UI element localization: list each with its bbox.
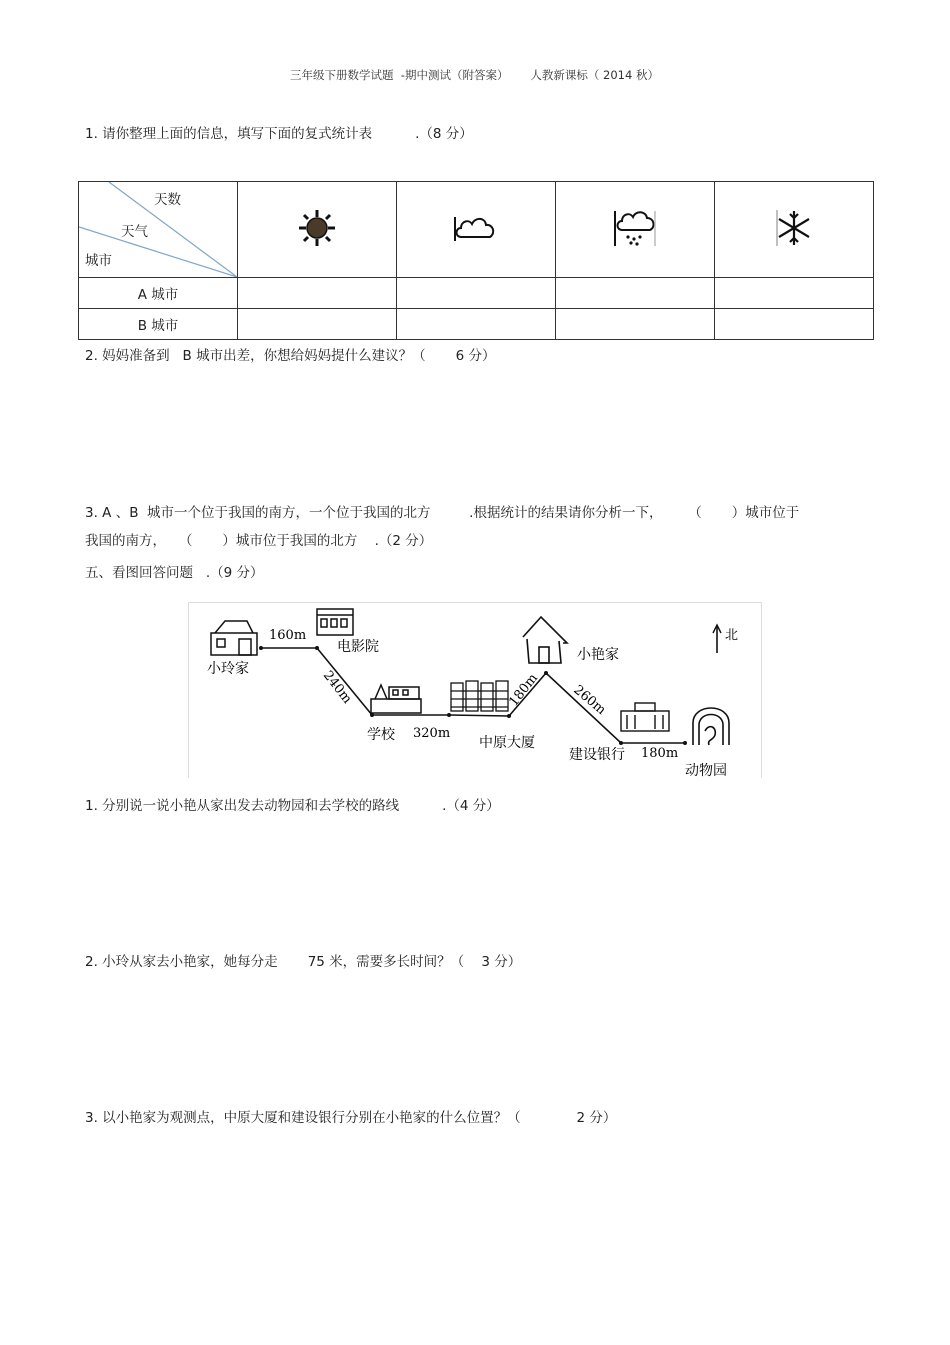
- label-zhongyuan: 中原大厦: [479, 735, 535, 751]
- zoo-icon: [693, 708, 729, 745]
- xiaoyan-house-icon: [523, 617, 567, 663]
- cell-b-snowy[interactable]: [715, 309, 874, 340]
- distance-260m: 260m: [570, 682, 609, 718]
- page-header: 三年级下册数学试题 -期中测试（附答案） 人教新课标（ 2014 秋）: [290, 68, 659, 82]
- weather-cloudy-cell: [397, 182, 556, 278]
- cinema-icon: [317, 609, 353, 635]
- cell-b-rainy[interactable]: [556, 309, 715, 340]
- rain-icon: [612, 208, 658, 248]
- sub-question-1: 1. 分别说一说小艳从家出发去动物园和去学校的路线 .（4 分）: [85, 798, 500, 814]
- weather-sunny-cell: [238, 182, 397, 278]
- route-map-svg: [189, 603, 761, 778]
- cloud-icon: [453, 213, 499, 243]
- corner-weather-label: 天气: [121, 224, 148, 240]
- label-bank: 建设银行: [569, 747, 625, 763]
- label-school: 学校: [367, 727, 395, 743]
- table-corner-header: [79, 182, 238, 278]
- label-xiaoyan: 小艳家: [577, 647, 619, 663]
- label-zoo: 动物园: [685, 763, 727, 778]
- cell-a-sunny[interactable]: [238, 278, 397, 309]
- question-3-line-2: 我国的南方， （ ）城市位于我国的北方 .（2 分）: [85, 533, 433, 549]
- cell-b-sunny[interactable]: [238, 309, 397, 340]
- xiaoling-house-icon: [211, 621, 257, 655]
- label-north: 北: [725, 628, 739, 643]
- weather-rainy-cell: [556, 182, 715, 278]
- distance-320m: 320m: [413, 726, 451, 741]
- label-cinema: 电影院: [337, 639, 379, 655]
- question-3-line-1: 3. A 、B 城市一个位于我国的南方，一个位于我国的北方 .根据统计的结果请你分析一下， （ ）城市位于: [85, 505, 800, 521]
- question-2: 2. 妈妈准备到 B 城市出差，你想给妈妈提什么建议？（ 6 分）: [85, 348, 496, 364]
- cell-a-rainy[interactable]: [556, 278, 715, 309]
- zhongyuan-building-icon: [451, 681, 508, 711]
- row-label-city-a: A 城市: [79, 278, 238, 309]
- distance-240m: 240m: [319, 668, 355, 707]
- row-label-city-b: B 城市: [79, 309, 238, 340]
- route-map: [188, 602, 762, 778]
- distance-180m-a: 180m: [506, 670, 542, 710]
- corner-days-label: 天数: [154, 192, 181, 208]
- sub-question-3: 3. 以小艳家为观测点，中原大厦和建设银行分别在小艳家的什么位置？（ 2 分）: [85, 1110, 617, 1126]
- distance-160m: 160m: [269, 628, 307, 643]
- cell-a-cloudy[interactable]: [397, 278, 556, 309]
- section-5-title: 五、看图回答问题 .（9 分）: [85, 565, 264, 581]
- snowflake-icon: [775, 208, 813, 248]
- label-xiaoling: 小玲家: [207, 661, 249, 677]
- distance-180m-b: 180m: [641, 746, 679, 761]
- sub-question-2: 2. 小玲从家去小艳家，她每分走 75 米，需要多长时间？（ 3 分）: [85, 954, 522, 970]
- cell-a-snowy[interactable]: [715, 278, 874, 309]
- school-icon: [371, 685, 421, 713]
- corner-city-label: 城市: [85, 253, 112, 269]
- north-arrow-icon: [713, 625, 721, 653]
- bank-icon: [621, 703, 669, 731]
- cell-b-cloudy[interactable]: [397, 309, 556, 340]
- weather-stats-table: [78, 181, 874, 340]
- question-1: 1. 请你整理上面的信息，填写下面的复式统计表 .（8 分）: [85, 126, 473, 142]
- sun-icon: [297, 208, 337, 248]
- weather-snowy-cell: [715, 182, 874, 278]
